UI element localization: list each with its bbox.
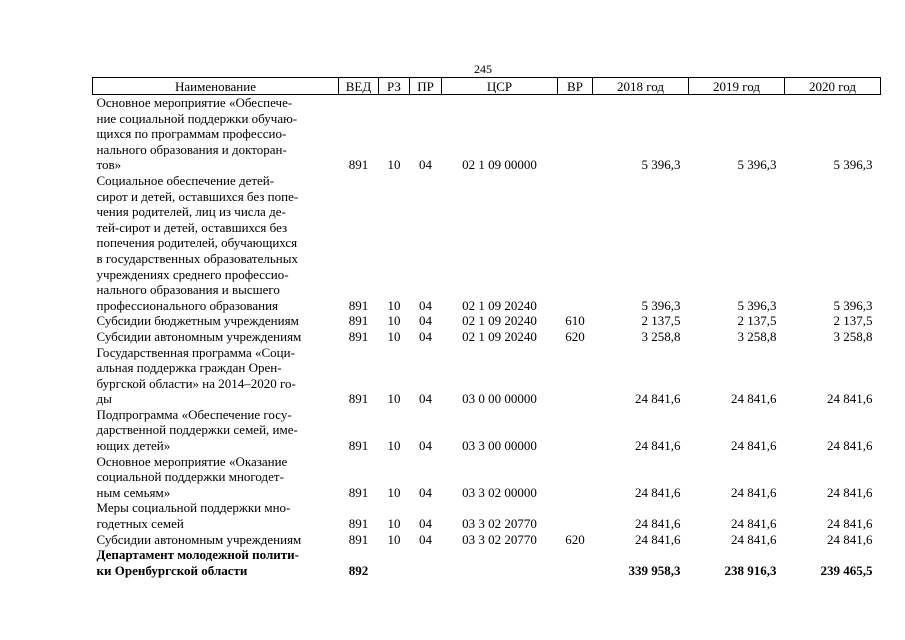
cell-name — [93, 547, 339, 578]
table-row — [93, 95, 881, 173]
cell-vr — [558, 454, 593, 501]
cell-ved: 891 — [348, 531, 369, 547]
cell-2018: 3 258,8 — [641, 328, 681, 344]
cell-2018: 24 841,6 — [635, 516, 681, 532]
cell-rz: 10 — [387, 297, 401, 313]
table-row — [93, 500, 881, 531]
name-line: социальной поддержки многодет- — [96, 469, 284, 485]
name-line: альная поддержка граждан Орен- — [96, 360, 282, 376]
cell-pr: 04 — [419, 438, 432, 454]
table-row — [93, 313, 881, 329]
cell-rz: 10 — [387, 313, 401, 329]
cell-name — [93, 532, 339, 548]
cell-pr: 04 — [419, 328, 432, 344]
budget-table — [92, 77, 881, 578]
page-number: 245 — [474, 62, 492, 76]
cell-2018: 24 841,6 — [635, 391, 681, 407]
name-line: ки Оренбургской области — [96, 562, 248, 578]
name-line: тей-сирот и детей, оставшихся без — [96, 219, 288, 235]
cell-2020: 5 396,3 — [833, 297, 873, 313]
cell-rz — [379, 547, 410, 578]
cell-vr — [558, 173, 593, 313]
name-line: годетных семей — [96, 516, 184, 532]
cell-2020: 5 396,3 — [833, 157, 873, 173]
header-pr: ПР — [410, 78, 442, 95]
cell-name — [93, 454, 339, 501]
cell-ved: 891 — [348, 328, 369, 344]
cell-2018: 339 958,3 — [628, 562, 681, 578]
cell-pr: 04 — [419, 531, 432, 547]
table-row — [93, 407, 881, 454]
name-line: сирот и детей, оставшихся без попе- — [96, 188, 299, 204]
cell-name — [93, 173, 339, 313]
cell-vr — [558, 547, 593, 578]
cell-2018: 24 841,6 — [635, 531, 681, 547]
cell-2020: 239 465,5 — [820, 562, 873, 578]
cell-csr: 02 1 09 20240 — [462, 297, 537, 313]
table-row — [93, 173, 881, 313]
cell-name — [93, 345, 339, 407]
cell-2019: 24 841,6 — [731, 484, 777, 500]
cell-csr: 03 3 02 20770 — [462, 531, 537, 547]
cell-2019: 24 841,6 — [731, 531, 777, 547]
name-line: щихся по программам профессио- — [96, 126, 287, 142]
cell-2020: 24 841,6 — [827, 391, 873, 407]
cell-name — [93, 500, 339, 531]
cell-rz: 10 — [387, 157, 401, 173]
cell-2019: 3 258,8 — [737, 328, 777, 344]
cell-vr — [558, 500, 593, 531]
cell-csr: 02 1 09 20240 — [462, 328, 537, 344]
cell-2018: 5 396,3 — [641, 157, 681, 173]
header-2018: 2018 год — [593, 78, 689, 95]
name-line: нального образования и высшего — [96, 282, 280, 298]
cell-2019: 24 841,6 — [731, 516, 777, 532]
cell-rz: 10 — [387, 484, 401, 500]
name-line: учреждениях среднего профессио- — [96, 266, 289, 282]
table-row — [93, 454, 881, 501]
name-line: чения родителей, лиц из числа де- — [96, 204, 286, 220]
cell-2020: 24 841,6 — [827, 531, 873, 547]
cell-name — [93, 407, 339, 454]
table-header-row — [93, 78, 881, 95]
name-line: Подпрограмма «Обеспечение госу- — [96, 406, 292, 422]
header-2019: 2019 год — [689, 78, 785, 95]
cell-2018: 2 137,5 — [641, 313, 681, 329]
cell-ved: 891 — [348, 516, 369, 532]
cell-rz: 10 — [387, 328, 401, 344]
cell-rz: 10 — [387, 438, 401, 454]
cell-pr — [410, 547, 442, 578]
header-name: Наименование — [93, 78, 339, 95]
cell-2019: 238 916,3 — [724, 562, 777, 578]
name-line: Субсидии автономным учреждениям — [96, 531, 302, 547]
cell-rz: 10 — [387, 516, 401, 532]
table-row — [93, 329, 881, 345]
cell-ved: 891 — [348, 157, 369, 173]
name-line: ды — [96, 391, 112, 407]
header-rz: РЗ — [379, 78, 410, 95]
name-line: ние социальной поддержки обучаю- — [96, 110, 298, 126]
table-row — [93, 532, 881, 548]
cell-vr: 610 — [565, 313, 585, 329]
cell-ved: 891 — [348, 313, 369, 329]
cell-ved: 891 — [348, 297, 369, 313]
name-line: Государственная программа «Соци- — [96, 344, 295, 360]
cell-2019: 5 396,3 — [737, 157, 777, 173]
cell-rz: 10 — [387, 531, 401, 547]
header-ved: ВЕД — [339, 78, 379, 95]
header-2020: 2020 год — [785, 78, 881, 95]
cell-csr: 03 0 00 00000 — [462, 391, 537, 407]
cell-pr: 04 — [419, 157, 432, 173]
cell-ved: 891 — [348, 484, 369, 500]
cell-vr — [558, 95, 593, 173]
name-line: Меры социальной поддержки мно- — [96, 500, 291, 516]
cell-name — [93, 313, 339, 329]
cell-vr — [558, 407, 593, 454]
cell-2020: 24 841,6 — [827, 438, 873, 454]
cell-csr: 02 1 09 00000 — [462, 157, 537, 173]
cell-2019: 24 841,6 — [731, 438, 777, 454]
cell-ved: 892 — [348, 562, 369, 578]
cell-vr: 620 — [565, 328, 585, 344]
cell-2020: 3 258,8 — [833, 328, 873, 344]
cell-pr: 04 — [419, 516, 432, 532]
name-line: дарственной поддержки семей, име- — [96, 422, 298, 438]
name-line: ным семьям» — [96, 484, 171, 500]
cell-pr: 04 — [419, 391, 432, 407]
cell-name — [93, 329, 339, 345]
cell-2019: 24 841,6 — [731, 391, 777, 407]
cell-name — [93, 95, 339, 173]
cell-ved: 891 — [348, 438, 369, 454]
cell-csr: 03 3 02 00000 — [462, 484, 537, 500]
name-line: ющих детей» — [96, 438, 171, 454]
cell-2020: 24 841,6 — [827, 484, 873, 500]
table-body — [93, 95, 881, 579]
name-line: Субсидии бюджетным учреждениям — [96, 313, 299, 329]
cell-csr — [442, 547, 558, 578]
cell-pr: 04 — [419, 313, 432, 329]
name-line: Основное мероприятие «Обеспече- — [96, 95, 293, 110]
cell-rz: 10 — [387, 391, 401, 407]
name-line: Социальное обеспечение детей- — [96, 172, 275, 188]
table-row — [93, 547, 881, 578]
cell-csr: 02 1 09 20240 — [462, 313, 537, 329]
name-line: Основное мероприятие «Оказание — [96, 453, 288, 469]
name-line: в государственных образовательных — [96, 250, 298, 266]
table-row — [93, 345, 881, 407]
name-line: тов» — [96, 157, 122, 173]
cell-pr: 04 — [419, 484, 432, 500]
cell-2018: 24 841,6 — [635, 438, 681, 454]
cell-2018: 5 396,3 — [641, 297, 681, 313]
header-csr: ЦСР — [442, 78, 558, 95]
cell-2018: 24 841,6 — [635, 484, 681, 500]
cell-csr: 03 3 02 20770 — [462, 516, 537, 532]
cell-2019: 5 396,3 — [737, 297, 777, 313]
cell-2020: 2 137,5 — [833, 313, 873, 329]
header-vr: ВР — [558, 78, 593, 95]
name-line: Департамент молодежной полити- — [96, 547, 299, 563]
cell-vr — [558, 345, 593, 407]
name-line: нального образования и докторан- — [96, 141, 287, 157]
name-line: профессионального образования — [96, 297, 279, 313]
name-line: попечения родителей, обучающихся — [96, 235, 298, 251]
cell-ved: 891 — [348, 391, 369, 407]
cell-2019: 2 137,5 — [737, 313, 777, 329]
cell-pr: 04 — [419, 297, 432, 313]
cell-csr: 03 3 00 00000 — [462, 438, 537, 454]
cell-vr: 620 — [565, 531, 585, 547]
cell-2020: 24 841,6 — [827, 516, 873, 532]
name-line: Субсидии автономным учреждениям — [96, 328, 302, 344]
name-line: бургской области» на 2014–2020 го- — [96, 375, 296, 391]
